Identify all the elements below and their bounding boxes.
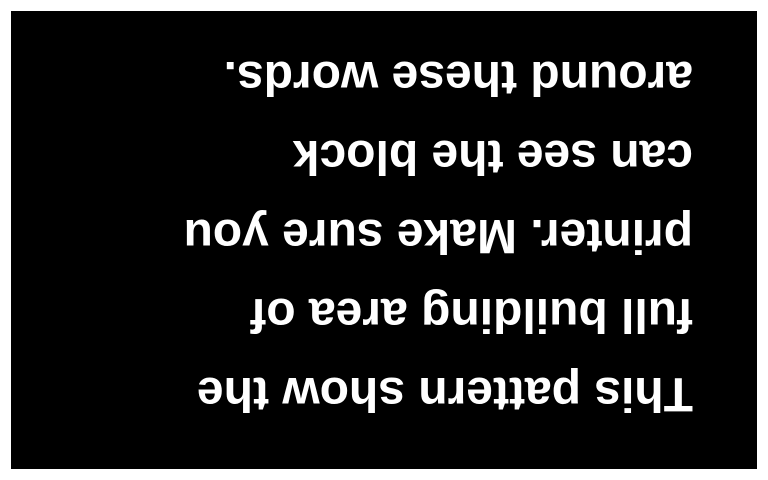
message-line-1: This pattern show the — [196, 367, 693, 420]
message-line-3: printer. Make sure you — [183, 209, 693, 262]
message-line-4: can see the block — [292, 130, 693, 183]
message-line-5: around these words. — [223, 51, 693, 104]
upside-down-message — [11, 11, 757, 469]
message-line-2: full building area of — [250, 288, 693, 341]
test-pattern-frame — [11, 11, 757, 469]
